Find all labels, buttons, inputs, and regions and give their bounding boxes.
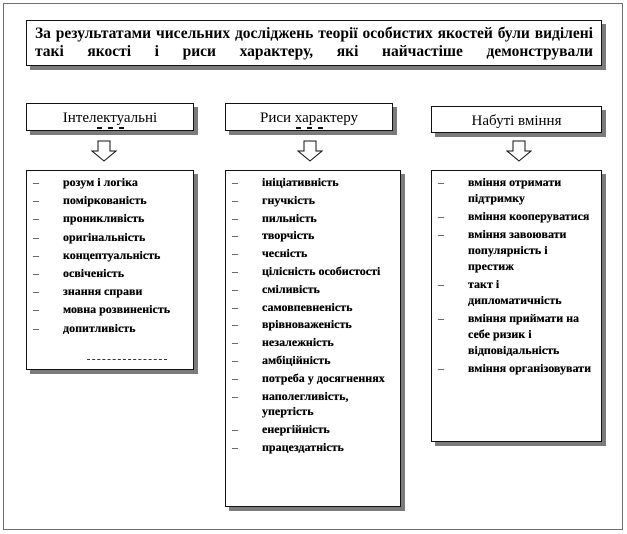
list-item-text: цілісність особистості <box>262 263 381 278</box>
list-item-text: вміння кооперуватися <box>468 208 590 223</box>
list-item <box>33 230 187 246</box>
list-item <box>33 284 187 300</box>
list-item <box>232 353 394 369</box>
list-bullet: – <box>438 208 444 223</box>
category-title: Набуті вміння <box>471 113 562 129</box>
list-item-text: вміння отримати підтримку <box>468 175 562 205</box>
list-item-text: гнучкість <box>262 192 315 207</box>
list-item <box>232 175 394 191</box>
list-item <box>438 311 595 358</box>
list-bullet: – <box>232 228 238 243</box>
list-item-text: вміння організовувати <box>468 360 591 375</box>
list-item-text: врівноваженість <box>262 317 352 332</box>
list-item <box>232 317 394 333</box>
list-item <box>232 246 394 262</box>
list-item-text: наполегливість, упертість <box>262 388 349 419</box>
list-cutoff-line <box>87 359 167 362</box>
list-item-text: поміркованість <box>63 193 147 208</box>
list-bullet: – <box>232 210 238 225</box>
list-item <box>232 228 394 244</box>
list-bullet: – <box>33 320 39 335</box>
list-item-text: допитливість <box>63 320 136 335</box>
list-item-text: освіченість <box>63 265 125 280</box>
list-item-text: знання справи <box>63 284 143 299</box>
list-bullet: – <box>438 276 444 291</box>
header-box <box>26 20 602 66</box>
list-item <box>232 335 394 351</box>
list-item-text: пильність <box>262 210 317 225</box>
list-item-text: незалежність <box>262 335 334 350</box>
list-bullet: – <box>438 360 444 375</box>
list-item <box>33 211 187 227</box>
list-item-text: сміливість <box>262 281 320 296</box>
list-bullet: – <box>232 370 238 385</box>
category-character-traits <box>225 103 393 131</box>
list-intellectual <box>26 170 194 370</box>
list-item-text: чесність <box>262 246 308 261</box>
list-bullet: – <box>232 263 238 278</box>
list-item <box>33 302 187 318</box>
list-item <box>33 193 187 209</box>
list-bullet: – <box>33 211 39 226</box>
list-bullet: – <box>232 317 238 332</box>
list-character-traits <box>225 170 401 507</box>
list-bullet: – <box>232 388 238 403</box>
down-arrow-icon <box>506 140 532 162</box>
list-item <box>232 300 394 316</box>
list-bullet: – <box>232 246 238 261</box>
list-item-text: такт і дипломатичність <box>468 276 562 307</box>
list-item <box>232 440 394 456</box>
list-item <box>232 193 394 209</box>
category-underline <box>27 127 193 129</box>
list-bullet: – <box>232 192 238 207</box>
list-item-text: самовпевненість <box>262 299 353 314</box>
list-bullet: – <box>438 227 444 242</box>
list-item-text: розум і логіка <box>63 175 138 189</box>
header-text: За результатами чисельних досліджень теорії особистих якостей були виділені такі якості і риси характеру, які найчастіше демонстрували <box>35 25 593 60</box>
list-item <box>438 277 595 309</box>
list-item-text: ініціативність <box>262 175 339 189</box>
list-bullet: – <box>438 175 444 189</box>
list-item-text: проникливість <box>63 211 145 226</box>
list-item <box>232 282 394 298</box>
list-acquired-skills <box>431 170 602 442</box>
list-item-text: концептуальність <box>63 247 161 262</box>
list-item <box>438 209 595 225</box>
list-item <box>33 266 187 282</box>
category-underline <box>226 127 392 129</box>
list-bullet: – <box>232 439 238 454</box>
list-item-text: працездатність <box>262 439 344 454</box>
list-item-text: потреба у досягненнях <box>262 370 385 385</box>
list-bullet: – <box>33 229 39 244</box>
list-bullet: – <box>232 281 238 296</box>
list-item <box>33 248 187 264</box>
down-arrow-icon <box>91 140 117 162</box>
list-item <box>438 175 595 207</box>
list-bullet: – <box>33 284 39 299</box>
list-item <box>232 264 394 280</box>
list-bullet: – <box>232 299 238 314</box>
list-bullet: – <box>33 302 39 317</box>
list-item-text: енергійність <box>262 422 330 437</box>
list-bullet: – <box>232 422 238 437</box>
list-bullet: – <box>33 193 39 208</box>
list-bullet: – <box>232 175 238 189</box>
list-item <box>438 227 595 274</box>
list-item-text: мовна розвиненість <box>63 302 171 317</box>
category-title: Інтелектуальні <box>62 110 158 126</box>
list-bullet: – <box>33 175 39 189</box>
list-item <box>232 422 394 438</box>
category-title: Риси характеру <box>259 110 359 126</box>
list-bullet: – <box>232 335 238 350</box>
list-item <box>232 389 394 421</box>
list-item-text: оригінальність <box>63 229 146 244</box>
list-item <box>33 175 187 191</box>
list-bullet: – <box>33 265 39 280</box>
list-bullet: – <box>438 310 444 325</box>
list-item-text: вміння приймати на себе ризик і відповідальність <box>468 310 580 357</box>
down-arrow-icon <box>297 140 323 162</box>
list-bullet: – <box>232 352 238 367</box>
list-item <box>232 371 394 387</box>
list-bullet: – <box>33 247 39 262</box>
list-item <box>438 361 595 377</box>
list-item <box>33 321 187 337</box>
list-item <box>232 211 394 227</box>
category-intellectual <box>26 103 194 131</box>
list-item-text: вміння завоювати популярність і престиж <box>468 227 567 273</box>
category-acquired-skills <box>431 106 602 133</box>
list-item-text: амбіційність <box>262 352 331 367</box>
list-item-text: творчість <box>262 228 315 243</box>
